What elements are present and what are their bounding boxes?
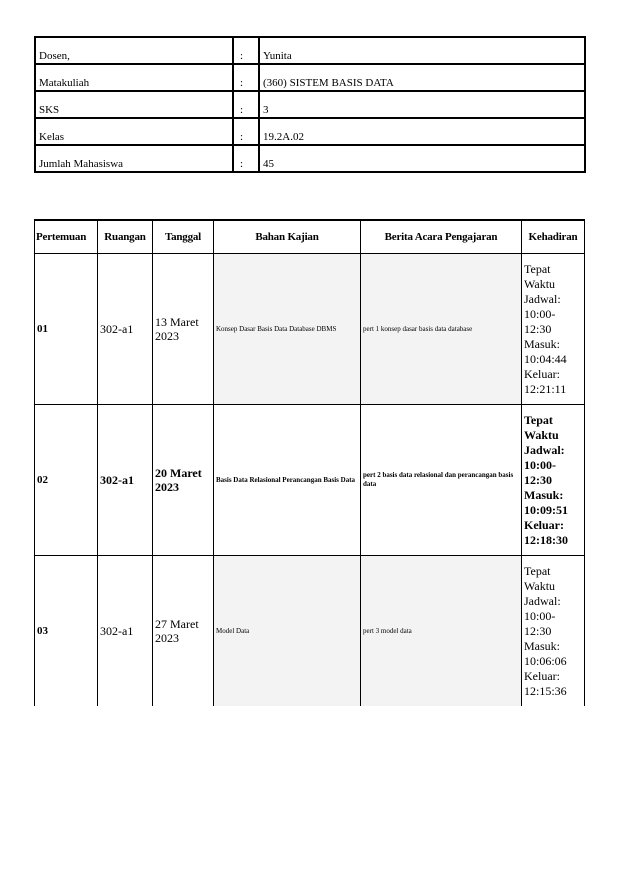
berita-acara-cell: pert 3 model data — [361, 556, 522, 707]
header-bahan-kajian: Bahan Kajian — [214, 220, 361, 254]
info-colon: : — [233, 145, 259, 172]
info-value: (360) SISTEM BASIS DATA — [259, 64, 585, 91]
info-colon: : — [233, 91, 259, 118]
kehadiran-line: 10:04:44 — [524, 351, 567, 366]
kehadiran-line: 12:18:30 — [524, 532, 568, 547]
ruangan-cell: 302-a1 — [98, 556, 153, 707]
info-colon: : — [233, 37, 259, 64]
kehadiran-line: Masuk: — [524, 487, 564, 502]
table-row — [35, 254, 585, 405]
info-value: 3 — [259, 91, 585, 118]
info-value: Yunita — [259, 37, 585, 64]
header-berita-acara: Berita Acara Pengajaran — [361, 220, 522, 254]
info-colon: : — [233, 64, 259, 91]
kehadiran-line: Jadwal: — [524, 442, 565, 457]
kehadiran-line: 10:06:06 — [524, 653, 567, 668]
tanggal-cell: 27 Maret 2023 — [153, 556, 214, 707]
pertemuan-cell: 02 — [35, 405, 98, 556]
info-label: SKS — [35, 91, 233, 118]
kehadiran-line: 12:30 — [524, 472, 552, 487]
header-ruangan: Ruangan — [98, 220, 153, 254]
pertemuan-cell: 01 — [35, 254, 98, 405]
kehadiran-line: Waktu — [524, 578, 556, 593]
kehadiran-line: Keluar: — [524, 668, 560, 683]
berita-acara-cell: pert 1 konsep dasar basis data database — [361, 254, 522, 405]
kehadiran-line: Keluar: — [524, 366, 560, 381]
info-label: Kelas — [35, 118, 233, 145]
bahan-kajian-cell: Basis Data Relasional Perancangan Basis Data — [214, 405, 361, 556]
info-label: Matakuliah — [35, 64, 233, 91]
info-colon: : — [233, 118, 259, 145]
kehadiran-line: 12:30 — [524, 321, 552, 336]
tanggal-cell: 13 Maret 2023 — [153, 254, 214, 405]
info-row-jumlah-mahasiswa — [35, 145, 585, 172]
info-row-sks — [35, 91, 585, 118]
kehadiran-line: 12:21:11 — [524, 381, 567, 396]
ruangan-cell: 302-a1 — [98, 405, 153, 556]
info-label: Dosen, — [35, 37, 233, 64]
kehadiran-line: 10:00- — [524, 306, 556, 321]
kehadiran-line: Keluar: — [524, 517, 564, 532]
tanggal-cell: 20 Maret 2023 — [153, 405, 214, 556]
kehadiran-cell — [522, 405, 585, 556]
info-value: 45 — [259, 145, 585, 172]
berita-acara-cell: pert 2 basis data relasional dan perancangan basis data — [361, 405, 522, 556]
kehadiran-line: Tepat — [524, 563, 551, 578]
kehadiran-line: Jadwal: — [524, 593, 561, 608]
attendance-table — [34, 219, 585, 706]
pertemuan-cell: 03 — [35, 556, 98, 707]
header-tanggal: Tanggal — [153, 220, 214, 254]
bahan-kajian-cell: Konsep Dasar Basis Data Database DBMS — [214, 254, 361, 405]
ruangan-cell: 302-a1 — [98, 254, 153, 405]
kehadiran-line: Masuk: — [524, 638, 560, 653]
course-info-table — [34, 36, 586, 173]
table-row — [35, 556, 585, 707]
kehadiran-line: 10:00- — [524, 457, 556, 472]
header-kehadiran: Kehadiran — [522, 220, 585, 254]
kehadiran-line: 10:09:51 — [524, 502, 568, 517]
info-value: 19.2A.02 — [259, 118, 585, 145]
info-label: Jumlah Mahasiswa — [35, 145, 233, 172]
kehadiran-line: Waktu — [524, 276, 556, 291]
header-pertemuan: Pertemuan — [35, 220, 98, 254]
kehadiran-line: Tepat — [524, 412, 553, 427]
info-row-kelas — [35, 118, 585, 145]
attendance-header-row — [35, 220, 585, 254]
kehadiran-line: 12:15:36 — [524, 683, 567, 698]
kehadiran-line: 12:30 — [524, 623, 552, 638]
kehadiran-line: Waktu — [524, 427, 559, 442]
info-row-dosen — [35, 37, 585, 64]
kehadiran-cell — [522, 254, 585, 405]
table-row — [35, 405, 585, 556]
info-row-matakuliah — [35, 64, 585, 91]
kehadiran-line: Jadwal: — [524, 291, 561, 306]
kehadiran-line: 10:00- — [524, 608, 556, 623]
kehadiran-line: Tepat — [524, 261, 551, 276]
kehadiran-line: Masuk: — [524, 336, 560, 351]
bahan-kajian-cell: Model Data — [214, 556, 361, 707]
kehadiran-cell — [522, 556, 585, 707]
